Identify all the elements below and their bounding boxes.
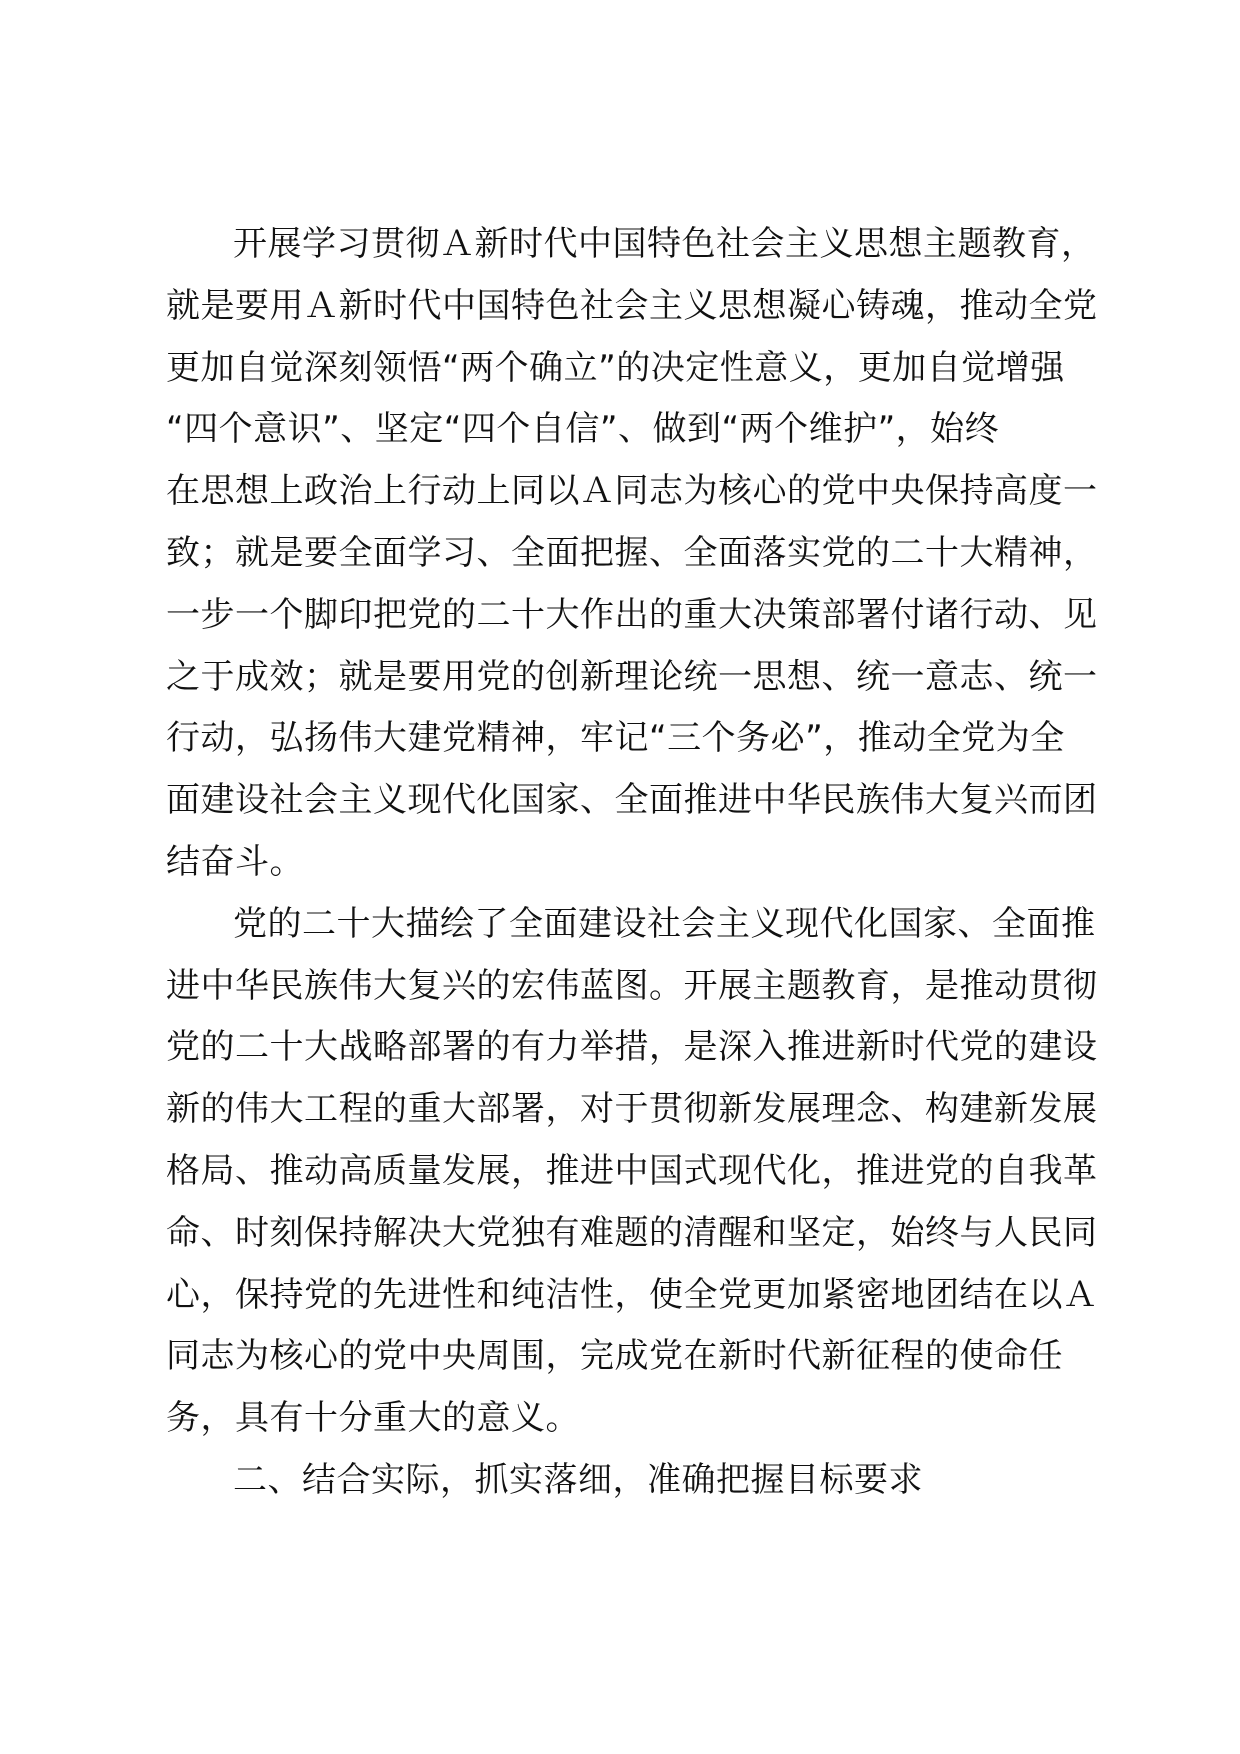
paragraph-2-line-8: 同志为核心的党中央周围，完成党在新时代新征程的使命任 bbox=[166, 1336, 1063, 1377]
document-body bbox=[166, 214, 1098, 1512]
paragraph-1-line-5: 在思想上政治上行动上同以Ａ同志为核心的党中央保持高度一 bbox=[166, 471, 1098, 512]
paragraph-2-line-6: 命、时刻保持解决大党独有难题的清醒和坚定，始终与人民同 bbox=[166, 1212, 1098, 1253]
paragraph-1-line-6: 致；就是要全面学习、全面把握、全面落实党的二十大精神， bbox=[166, 532, 1098, 573]
paragraph-2-line-1: 党的二十大描绘了全面建设社会主义现代化国家、全面推 bbox=[233, 903, 1096, 944]
paragraph-2-line-3: 党的二十大战略部署的有力举措，是深入推进新时代党的建设 bbox=[166, 1027, 1098, 1068]
paragraph-1-line-9: 行动，弘扬伟大建党精神，牢记“三个务必”，推动全党为全 bbox=[166, 718, 1065, 759]
paragraph-1-line-4: “四个意识”、坚定“四个自信”、做到“两个维护”，始终 bbox=[166, 409, 1000, 450]
paragraph-1-line-10: 面建设社会主义现代化国家、全面推进中华民族伟大复兴而团 bbox=[166, 780, 1098, 821]
paragraph-2-line-2: 进中华民族伟大复兴的宏伟蓝图。开展主题教育，是推动贯彻 bbox=[166, 965, 1098, 1006]
paragraph-1-line-7: 一步一个脚印把党的二十大作出的重大决策部署付诸行动、见 bbox=[166, 594, 1098, 635]
paragraph-1-line-2: 就是要用Ａ新时代中国特色社会主义思想凝心铸魂，推动全党 bbox=[166, 285, 1098, 326]
paragraph-2-line-9: 务，具有十分重大的意义。 bbox=[166, 1398, 580, 1439]
paragraph-2-line-7: 心，保持党的先进性和纯洁性，使全党更加紧密地团结在以Ａ bbox=[166, 1274, 1098, 1315]
section-heading: 二、结合实际，抓实落细，准确把握目标要求 bbox=[233, 1459, 923, 1500]
paragraph-1-line-11: 结奋斗。 bbox=[166, 841, 304, 882]
paragraph-1-line-3: 更加自觉深刻领悟“两个确立”的决定性意义，更加自觉增强 bbox=[166, 347, 1065, 388]
paragraph-2-line-5: 格局、推动高质量发展，推进中国式现代化，推进党的自我革 bbox=[166, 1150, 1098, 1191]
paragraph-1-line-8: 之于成效；就是要用党的创新理论统一思想、统一意志、统一 bbox=[166, 656, 1098, 697]
paragraph-1-line-1: 开展学习贯彻Ａ新时代中国特色社会主义思想主题教育， bbox=[233, 224, 1096, 264]
paragraph-2-line-4: 新的伟大工程的重大部署，对于贯彻新发展理念、构建新发展 bbox=[166, 1089, 1098, 1130]
